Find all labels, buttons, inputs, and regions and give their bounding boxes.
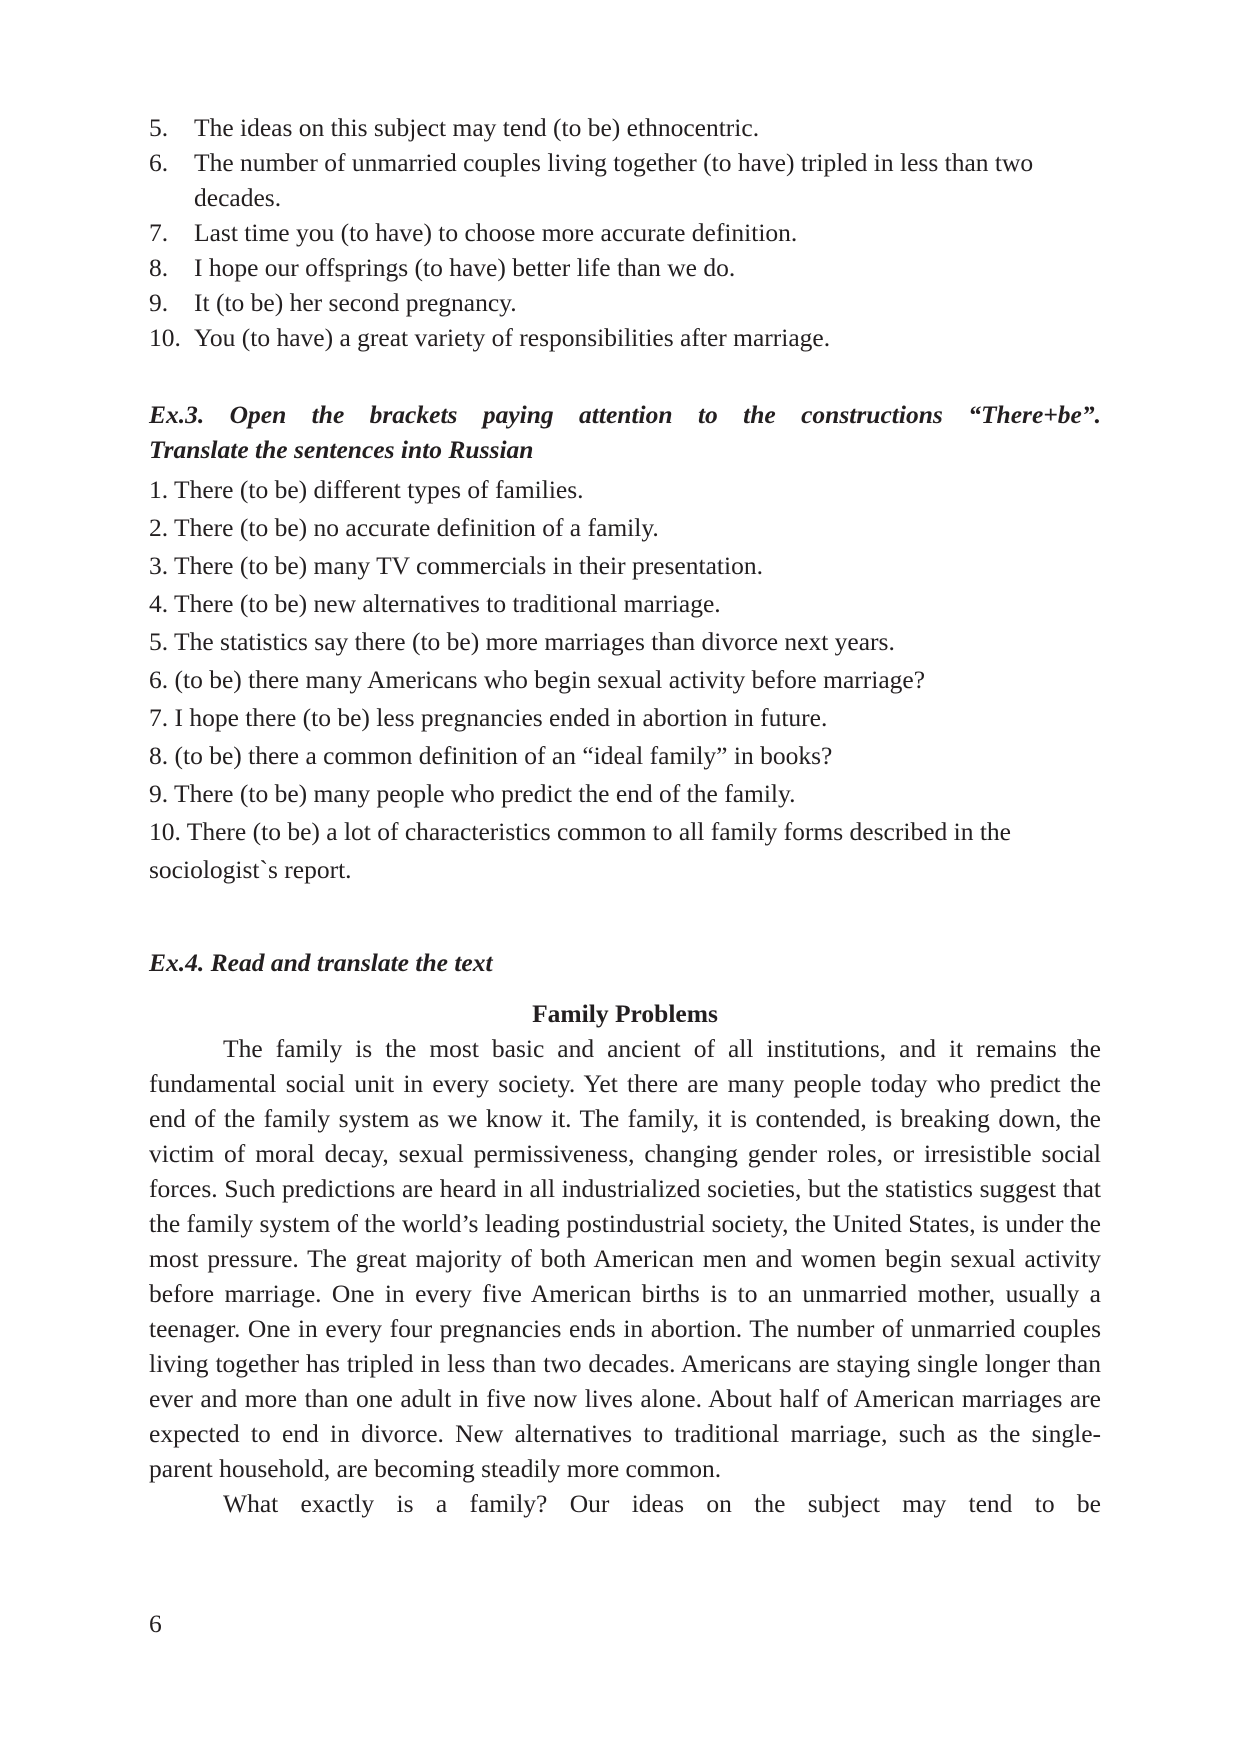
list-item: 2. There (to be) no accurate definition of a family. [149, 513, 659, 542]
item-text: Last time you (to have) to choose more accurate definition. [194, 218, 798, 247]
list-item [149, 320, 1101, 355]
item-text: I hope our offsprings (to have) better life than we do. [194, 253, 736, 282]
list-item: 3. There (to be) many TV commercials in their presentation. [149, 551, 763, 580]
item-number: 8. [149, 253, 169, 282]
list-item [149, 110, 1101, 145]
item-number: 5. [149, 113, 169, 142]
item-text: The number of unmarried couples living together (to have) tripled in less than two decades. [194, 148, 1034, 212]
list-item: 9. There (to be) many people who predict the end of the family. [149, 779, 796, 808]
item-number: 7. [149, 218, 169, 247]
exercise2-list [149, 110, 1101, 355]
item-text: You (to have) a great variety of responsibilities after marriage. [194, 323, 831, 352]
list-item: 10. There (to be) a lot of characteristics common to all family forms described in the sociologist`s report. [149, 817, 1011, 884]
list-item [149, 215, 1101, 250]
paragraph: What exactly is a family? Our ideas on the subject may tend to be [223, 1489, 1101, 1518]
exercise3-list [149, 471, 1101, 889]
list-item: 8. (to be) there a common definition of an “ideal family” in books? [149, 741, 833, 770]
exercise4-heading: Ex.4. Read and translate the text [149, 948, 493, 977]
list-item: 4. There (to be) new alternatives to traditional marriage. [149, 589, 721, 618]
item-text: It (to be) her second pregnancy. [194, 288, 517, 317]
item-number: 9. [149, 288, 169, 317]
page-number: 6 [149, 1609, 162, 1638]
item-number: 10. [149, 323, 181, 352]
list-item [149, 250, 1101, 285]
text-title: Family Problems [532, 999, 718, 1028]
list-item: 6. (to be) there many Americans who begin sexual activity before marriage? [149, 665, 926, 694]
item-text: The ideas on this subject may tend (to be) ethnocentric. [194, 113, 760, 142]
list-item [149, 285, 1101, 320]
reading-text [149, 1031, 1101, 1521]
exercise3-heading-line2: Translate the sentences into Russian [149, 435, 534, 464]
paragraph: The family is the most basic and ancient of all institutions, and it remains the fundamental social unit in every society. Yet there are many people today who predict the end of the family system as we know it. The family, it is contended, is breaking down, the victim of moral decay, sexual permissiveness, changing gender roles, or irresistible social forces. Such predictions are heard in all industrialized societies, but the statistics suggest that the family system of the world’s leading postindustrial society, the United States, is under the most pressure. The great majority of both American men and women begin sexual activity before marriage. One in every five American births is to an unmarried mother, usually a teenager. One in every four pregnancies ends in abortion. The number of unmarried couples living together has tripled in less than two decades. Americans are staying single longer than ever and more than one adult in five now lives alone. About half of American marriages are expected to end in divorce. New alternatives to traditional marriage, such as the single-parent household, are becoming steadily more common. [149, 1034, 1101, 1483]
exercise3-heading-line1: Ex.3. Open the brackets paying attention to the constructions “There+be”. [149, 400, 1101, 429]
item-number: 6. [149, 148, 169, 177]
list-item [149, 145, 1101, 215]
list-item: 5. The statistics say there (to be) more marriages than divorce next years. [149, 627, 895, 656]
list-item: 7. I hope there (to be) less pregnancies ended in abortion in future. [149, 703, 828, 732]
exercise3-heading [149, 397, 1101, 467]
list-item: 1. There (to be) different types of families. [149, 475, 584, 504]
